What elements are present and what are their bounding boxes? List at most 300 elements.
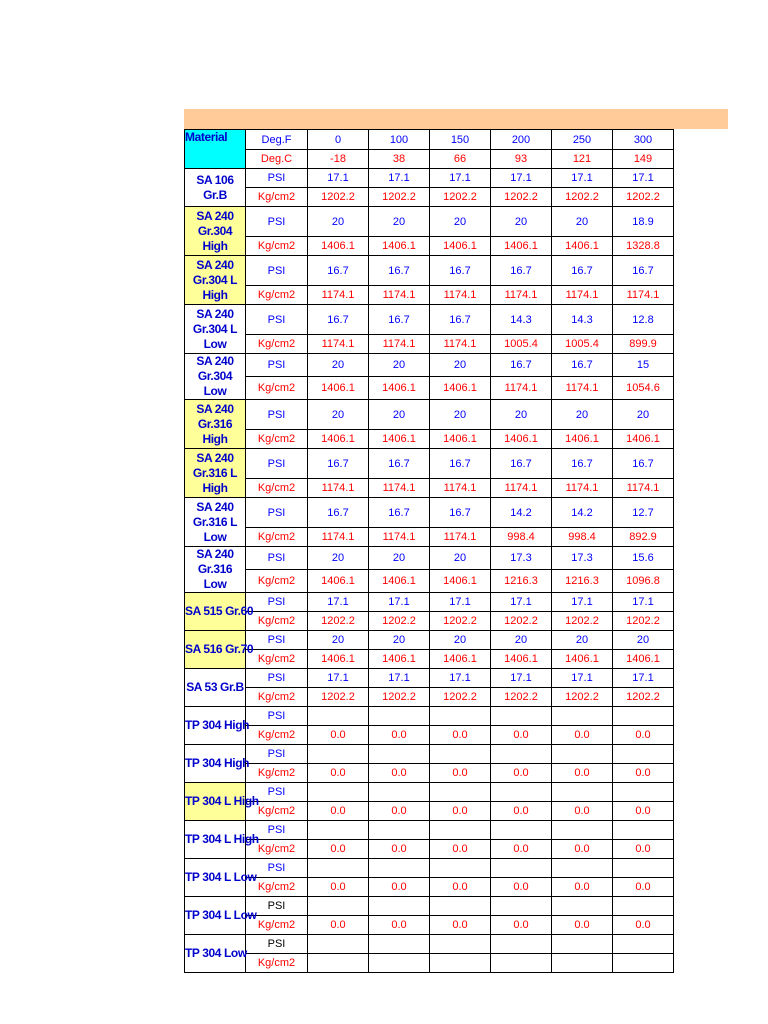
psi-value-cell — [308, 707, 369, 726]
kg-value-cell: 1174.1 — [369, 528, 430, 547]
kg-value-cell: 0.0 — [613, 764, 674, 783]
material-kg-row — [185, 479, 674, 498]
kg-value-cell: 1406.1 — [369, 650, 430, 669]
kg-value-cell: 1406.1 — [491, 430, 552, 449]
psi-value-cell — [369, 821, 430, 840]
kg-value-cell: 0.0 — [613, 878, 674, 897]
kg-value-cell: 0.0 — [430, 916, 491, 935]
psi-value-cell — [308, 783, 369, 802]
psi-value-cell: 16.7 — [430, 305, 491, 335]
kg-unit-label: Kg/cm2 — [246, 688, 308, 707]
kg-value-cell: 0.0 — [552, 726, 613, 745]
psi-value-cell: 17.1 — [552, 669, 613, 688]
kg-value-cell: 1054.6 — [613, 377, 674, 400]
psi-value-cell: 16.7 — [491, 449, 552, 479]
kg-value-cell: 1406.1 — [430, 650, 491, 669]
psi-value-cell: 17.1 — [369, 593, 430, 612]
psi-unit-label: PSI — [246, 707, 308, 726]
kg-unit-label: Kg/cm2 — [246, 916, 308, 935]
material-kg-row — [185, 650, 674, 669]
kg-value-cell: 1202.2 — [613, 612, 674, 631]
kg-value-cell: 0.0 — [308, 916, 369, 935]
psi-value-cell: 20 — [613, 400, 674, 430]
psi-value-cell: 16.7 — [491, 354, 552, 377]
psi-value-cell — [613, 897, 674, 916]
kg-unit-label: Kg/cm2 — [246, 237, 308, 256]
psi-value-cell — [308, 897, 369, 916]
material-name: SA 240 Gr.304 High — [185, 207, 246, 256]
psi-value-cell: 14.2 — [491, 498, 552, 528]
kg-value-cell — [491, 954, 552, 973]
kg-value-cell: 0.0 — [491, 726, 552, 745]
material-kg-row — [185, 764, 674, 783]
psi-value-cell — [430, 859, 491, 878]
material-kg-row — [185, 840, 674, 859]
kg-value-cell — [613, 954, 674, 973]
kg-value-cell: 1406.1 — [430, 237, 491, 256]
material-kg-row — [185, 802, 674, 821]
kg-value-cell: 1406.1 — [430, 430, 491, 449]
psi-value-cell: 20 — [552, 400, 613, 430]
kg-value-cell: 0.0 — [369, 802, 430, 821]
material-psi-row — [185, 207, 674, 237]
kg-value-cell: 0.0 — [430, 726, 491, 745]
material-name: SA 515 Gr.60 — [185, 593, 246, 631]
material-psi-row — [185, 897, 674, 916]
psi-unit-label: PSI — [246, 821, 308, 840]
deg-f-label: Deg.F — [246, 130, 308, 150]
material-name: TP 304 Low — [185, 935, 246, 973]
material-kg-row — [185, 688, 674, 707]
psi-value-cell — [430, 935, 491, 954]
kg-value-cell: 1174.1 — [552, 479, 613, 498]
kg-value-cell: 998.4 — [491, 528, 552, 547]
psi-value-cell: 17.1 — [552, 593, 613, 612]
temp-c-cell: 149 — [613, 150, 674, 169]
kg-unit-label: Kg/cm2 — [246, 878, 308, 897]
kg-value-cell: 1202.2 — [308, 188, 369, 207]
kg-value-cell: 1406.1 — [613, 650, 674, 669]
kg-value-cell: 1202.2 — [430, 688, 491, 707]
psi-value-cell — [552, 821, 613, 840]
temp-f-cell: 200 — [491, 130, 552, 150]
kg-value-cell: 1202.2 — [491, 612, 552, 631]
psi-value-cell: 20 — [430, 207, 491, 237]
material-name: SA 516 Gr.70 — [185, 631, 246, 669]
psi-value-cell: 20 — [369, 400, 430, 430]
psi-unit-label: PSI — [246, 400, 308, 430]
material-psi-row — [185, 547, 674, 570]
psi-value-cell: 20 — [491, 631, 552, 650]
psi-value-cell: 14.2 — [552, 498, 613, 528]
kg-unit-label: Kg/cm2 — [246, 650, 308, 669]
psi-value-cell — [613, 859, 674, 878]
material-kg-row — [185, 954, 674, 973]
kg-value-cell: 1328.8 — [613, 237, 674, 256]
kg-value-cell: 0.0 — [369, 916, 430, 935]
psi-value-cell: 20 — [308, 400, 369, 430]
material-kg-row — [185, 916, 674, 935]
kg-value-cell — [308, 954, 369, 973]
kg-value-cell: 0.0 — [552, 916, 613, 935]
kg-value-cell: 1202.2 — [552, 688, 613, 707]
material-kg-row — [185, 286, 674, 305]
kg-value-cell: 1406.1 — [369, 237, 430, 256]
psi-value-cell: 17.3 — [552, 547, 613, 570]
kg-value-cell: 1406.1 — [369, 377, 430, 400]
psi-value-cell — [430, 897, 491, 916]
material-psi-row — [185, 859, 674, 878]
psi-value-cell: 18.9 — [613, 207, 674, 237]
material-psi-row — [185, 400, 674, 430]
material-psi-row — [185, 821, 674, 840]
material-name: SA 106 Gr.B — [185, 169, 246, 207]
psi-value-cell: 17.3 — [491, 547, 552, 570]
psi-value-cell — [369, 745, 430, 764]
material-name: SA 53 Gr.B — [185, 669, 246, 707]
kg-value-cell: 1202.2 — [613, 688, 674, 707]
psi-unit-label: PSI — [246, 669, 308, 688]
psi-unit-label: PSI — [246, 783, 308, 802]
material-name: TP 304 High — [185, 707, 246, 745]
kg-value-cell: 1202.2 — [491, 688, 552, 707]
psi-value-cell — [491, 783, 552, 802]
psi-value-cell — [369, 859, 430, 878]
psi-value-cell: 17.1 — [491, 593, 552, 612]
psi-value-cell: 20 — [369, 207, 430, 237]
psi-value-cell: 16.7 — [308, 498, 369, 528]
kg-value-cell: 1174.1 — [369, 286, 430, 305]
psi-value-cell: 20 — [613, 631, 674, 650]
kg-value-cell: 0.0 — [369, 764, 430, 783]
temp-c-cell: -18 — [308, 150, 369, 169]
material-psi-row — [185, 305, 674, 335]
psi-value-cell — [491, 859, 552, 878]
kg-unit-label: Kg/cm2 — [246, 528, 308, 547]
material-psi-row — [185, 498, 674, 528]
psi-value-cell: 16.7 — [308, 449, 369, 479]
kg-value-cell: 0.0 — [491, 840, 552, 859]
kg-value-cell: 1174.1 — [491, 286, 552, 305]
kg-unit-label: Kg/cm2 — [246, 840, 308, 859]
psi-unit-label: PSI — [246, 305, 308, 335]
kg-value-cell: 1174.1 — [308, 286, 369, 305]
kg-unit-label: Kg/cm2 — [246, 188, 308, 207]
kg-value-cell: 0.0 — [308, 878, 369, 897]
psi-value-cell: 15 — [613, 354, 674, 377]
kg-value-cell: 1406.1 — [430, 377, 491, 400]
psi-value-cell: 20 — [369, 354, 430, 377]
kg-unit-label: Kg/cm2 — [246, 286, 308, 305]
psi-unit-label: PSI — [246, 935, 308, 954]
psi-value-cell: 17.1 — [491, 169, 552, 188]
psi-value-cell — [552, 745, 613, 764]
material-name: SA 240 Gr.316 L High — [185, 449, 246, 498]
kg-value-cell: 0.0 — [491, 916, 552, 935]
kg-value-cell: 1174.1 — [430, 528, 491, 547]
kg-value-cell: 0.0 — [491, 878, 552, 897]
psi-value-cell: 20 — [552, 631, 613, 650]
temp-f-cell: 100 — [369, 130, 430, 150]
kg-value-cell: 0.0 — [369, 726, 430, 745]
material-name: SA 240 Gr.316 High — [185, 400, 246, 449]
kg-value-cell: 1096.8 — [613, 570, 674, 593]
psi-unit-label: PSI — [246, 745, 308, 764]
psi-value-cell: 17.1 — [613, 593, 674, 612]
material-psi-row — [185, 593, 674, 612]
psi-value-cell: 17.1 — [308, 593, 369, 612]
psi-value-cell — [491, 745, 552, 764]
kg-value-cell: 1174.1 — [613, 286, 674, 305]
psi-value-cell: 17.1 — [369, 169, 430, 188]
psi-value-cell: 16.7 — [613, 449, 674, 479]
kg-value-cell: 0.0 — [552, 802, 613, 821]
kg-value-cell: 0.0 — [369, 878, 430, 897]
psi-value-cell: 17.1 — [430, 169, 491, 188]
psi-value-cell: 15.6 — [613, 547, 674, 570]
psi-value-cell — [613, 707, 674, 726]
kg-value-cell: 1174.1 — [430, 479, 491, 498]
material-name: TP 304 L High — [185, 821, 246, 859]
kg-value-cell: 0.0 — [613, 840, 674, 859]
psi-value-cell — [430, 745, 491, 764]
psi-value-cell — [552, 783, 613, 802]
psi-value-cell: 20 — [308, 354, 369, 377]
psi-unit-label: PSI — [246, 449, 308, 479]
kg-value-cell — [552, 954, 613, 973]
kg-unit-label: Kg/cm2 — [246, 954, 308, 973]
kg-value-cell — [369, 954, 430, 973]
psi-value-cell: 16.7 — [369, 449, 430, 479]
kg-value-cell: 1202.2 — [308, 612, 369, 631]
psi-value-cell: 16.7 — [308, 256, 369, 286]
kg-value-cell: 1406.1 — [552, 430, 613, 449]
psi-value-cell — [430, 821, 491, 840]
kg-value-cell: 1216.3 — [491, 570, 552, 593]
kg-value-cell: 1406.1 — [552, 650, 613, 669]
kg-value-cell: 1216.3 — [552, 570, 613, 593]
kg-value-cell: 1406.1 — [552, 237, 613, 256]
kg-value-cell: 1174.1 — [430, 335, 491, 354]
psi-value-cell: 17.1 — [552, 169, 613, 188]
psi-value-cell: 20 — [430, 354, 491, 377]
kg-unit-label: Kg/cm2 — [246, 570, 308, 593]
psi-value-cell — [491, 897, 552, 916]
kg-value-cell: 0.0 — [613, 916, 674, 935]
header-bar — [184, 109, 728, 129]
material-name: SA 240 Gr.304 Low — [185, 354, 246, 400]
kg-unit-label: Kg/cm2 — [246, 726, 308, 745]
material-name: TP 304 High — [185, 745, 246, 783]
psi-value-cell: 14.3 — [491, 305, 552, 335]
psi-unit-label: PSI — [246, 897, 308, 916]
psi-value-cell: 16.7 — [552, 354, 613, 377]
psi-value-cell: 20 — [369, 547, 430, 570]
psi-value-cell: 20 — [308, 631, 369, 650]
kg-value-cell: 0.0 — [308, 764, 369, 783]
psi-value-cell — [430, 707, 491, 726]
psi-value-cell: 17.1 — [308, 169, 369, 188]
kg-unit-label: Kg/cm2 — [246, 764, 308, 783]
psi-value-cell: 12.7 — [613, 498, 674, 528]
kg-value-cell: 1174.1 — [308, 335, 369, 354]
material-name: SA 240 Gr.304 L Low — [185, 305, 246, 354]
kg-value-cell: 0.0 — [308, 840, 369, 859]
kg-value-cell: 1174.1 — [552, 377, 613, 400]
kg-value-cell: 1202.2 — [491, 188, 552, 207]
material-psi-row — [185, 256, 674, 286]
kg-value-cell: 998.4 — [552, 528, 613, 547]
kg-value-cell: 1202.2 — [369, 612, 430, 631]
kg-value-cell: 0.0 — [308, 802, 369, 821]
psi-value-cell — [369, 783, 430, 802]
psi-value-cell: 20 — [491, 400, 552, 430]
temp-f-cell: 150 — [430, 130, 491, 150]
kg-value-cell: 1202.2 — [369, 188, 430, 207]
psi-value-cell — [552, 859, 613, 878]
temp-c-cell: 93 — [491, 150, 552, 169]
kg-value-cell: 892.9 — [613, 528, 674, 547]
psi-value-cell: 16.7 — [491, 256, 552, 286]
psi-value-cell: 20 — [308, 547, 369, 570]
kg-value-cell: 0.0 — [552, 764, 613, 783]
psi-value-cell: 20 — [552, 207, 613, 237]
kg-value-cell: 1174.1 — [369, 335, 430, 354]
psi-value-cell — [369, 935, 430, 954]
kg-value-cell: 1406.1 — [308, 430, 369, 449]
material-name: SA 240 Gr.316 L Low — [185, 498, 246, 547]
psi-value-cell: 17.1 — [613, 169, 674, 188]
temp-f-cell: 0 — [308, 130, 369, 150]
kg-value-cell: 899.9 — [613, 335, 674, 354]
material-psi-row — [185, 707, 674, 726]
material-kg-row — [185, 377, 674, 400]
psi-value-cell: 17.1 — [308, 669, 369, 688]
psi-value-cell — [491, 935, 552, 954]
psi-value-cell — [308, 745, 369, 764]
kg-value-cell: 1005.4 — [491, 335, 552, 354]
kg-value-cell: 1406.1 — [308, 650, 369, 669]
kg-value-cell: 1406.1 — [308, 570, 369, 593]
kg-value-cell: 0.0 — [308, 726, 369, 745]
material-psi-row — [185, 935, 674, 954]
material-kg-row — [185, 237, 674, 256]
material-psi-row — [185, 783, 674, 802]
kg-value-cell: 1406.1 — [491, 237, 552, 256]
kg-value-cell: 0.0 — [430, 840, 491, 859]
psi-value-cell — [308, 935, 369, 954]
psi-value-cell: 16.7 — [369, 498, 430, 528]
kg-value-cell: 1202.2 — [369, 688, 430, 707]
temp-f-cell: 250 — [552, 130, 613, 150]
psi-value-cell — [552, 897, 613, 916]
psi-value-cell — [613, 745, 674, 764]
kg-unit-label: Kg/cm2 — [246, 612, 308, 631]
kg-value-cell: 1005.4 — [552, 335, 613, 354]
psi-value-cell: 16.7 — [369, 256, 430, 286]
psi-value-cell: 16.7 — [552, 449, 613, 479]
material-kg-row — [185, 878, 674, 897]
psi-value-cell: 17.1 — [369, 669, 430, 688]
psi-value-cell — [430, 783, 491, 802]
material-kg-row — [185, 335, 674, 354]
psi-value-cell: 16.7 — [552, 256, 613, 286]
kg-value-cell: 1202.2 — [430, 612, 491, 631]
kg-value-cell: 0.0 — [552, 878, 613, 897]
kg-value-cell: 1406.1 — [369, 570, 430, 593]
spreadsheet — [184, 129, 669, 969]
psi-value-cell — [491, 707, 552, 726]
kg-value-cell: 0.0 — [491, 764, 552, 783]
kg-value-cell: 1174.1 — [430, 286, 491, 305]
temp-c-cell: 66 — [430, 150, 491, 169]
material-psi-row — [185, 631, 674, 650]
material-psi-row — [185, 354, 674, 377]
material-kg-row — [185, 612, 674, 631]
header-row-deg-f — [185, 130, 674, 150]
psi-value-cell: 20 — [308, 207, 369, 237]
psi-value-cell: 20 — [491, 207, 552, 237]
psi-value-cell: 17.1 — [430, 593, 491, 612]
material-psi-row — [185, 669, 674, 688]
kg-value-cell: 1202.2 — [552, 188, 613, 207]
material-kg-row — [185, 726, 674, 745]
psi-value-cell: 14.3 — [552, 305, 613, 335]
material-psi-row — [185, 449, 674, 479]
psi-value-cell — [369, 707, 430, 726]
psi-value-cell — [552, 707, 613, 726]
kg-value-cell: 0.0 — [430, 764, 491, 783]
kg-value-cell: 1174.1 — [491, 479, 552, 498]
psi-value-cell: 17.1 — [430, 669, 491, 688]
material-kg-row — [185, 430, 674, 449]
kg-value-cell: 0.0 — [430, 802, 491, 821]
material-psi-row — [185, 745, 674, 764]
deg-c-label: Deg.C — [246, 150, 308, 169]
kg-value-cell: 1406.1 — [430, 570, 491, 593]
kg-value-cell — [430, 954, 491, 973]
psi-value-cell: 16.7 — [369, 305, 430, 335]
psi-value-cell — [491, 821, 552, 840]
psi-value-cell — [308, 859, 369, 878]
psi-value-cell: 20 — [430, 631, 491, 650]
kg-value-cell: 0.0 — [552, 840, 613, 859]
kg-value-cell: 0.0 — [613, 726, 674, 745]
psi-value-cell: 16.7 — [430, 498, 491, 528]
material-header: Material — [185, 130, 246, 169]
allowable-stress-table — [184, 129, 674, 973]
psi-unit-label: PSI — [246, 354, 308, 377]
psi-unit-label: PSI — [246, 631, 308, 650]
material-name: SA 240 Gr.304 L High — [185, 256, 246, 305]
psi-value-cell: 17.1 — [491, 669, 552, 688]
psi-unit-label: PSI — [246, 593, 308, 612]
temp-c-cell: 38 — [369, 150, 430, 169]
kg-unit-label: Kg/cm2 — [246, 802, 308, 821]
kg-value-cell: 1202.2 — [308, 688, 369, 707]
material-name: TP 304 L High — [185, 783, 246, 821]
material-name: TP 304 L Low — [185, 897, 246, 935]
kg-value-cell: 1174.1 — [369, 479, 430, 498]
material-psi-row — [185, 169, 674, 188]
material-name: SA 240 Gr.316 Low — [185, 547, 246, 593]
psi-value-cell: 16.7 — [613, 256, 674, 286]
kg-unit-label: Kg/cm2 — [246, 335, 308, 354]
material-kg-row — [185, 528, 674, 547]
kg-value-cell: 1174.1 — [552, 286, 613, 305]
material-kg-row — [185, 570, 674, 593]
kg-unit-label: Kg/cm2 — [246, 377, 308, 400]
